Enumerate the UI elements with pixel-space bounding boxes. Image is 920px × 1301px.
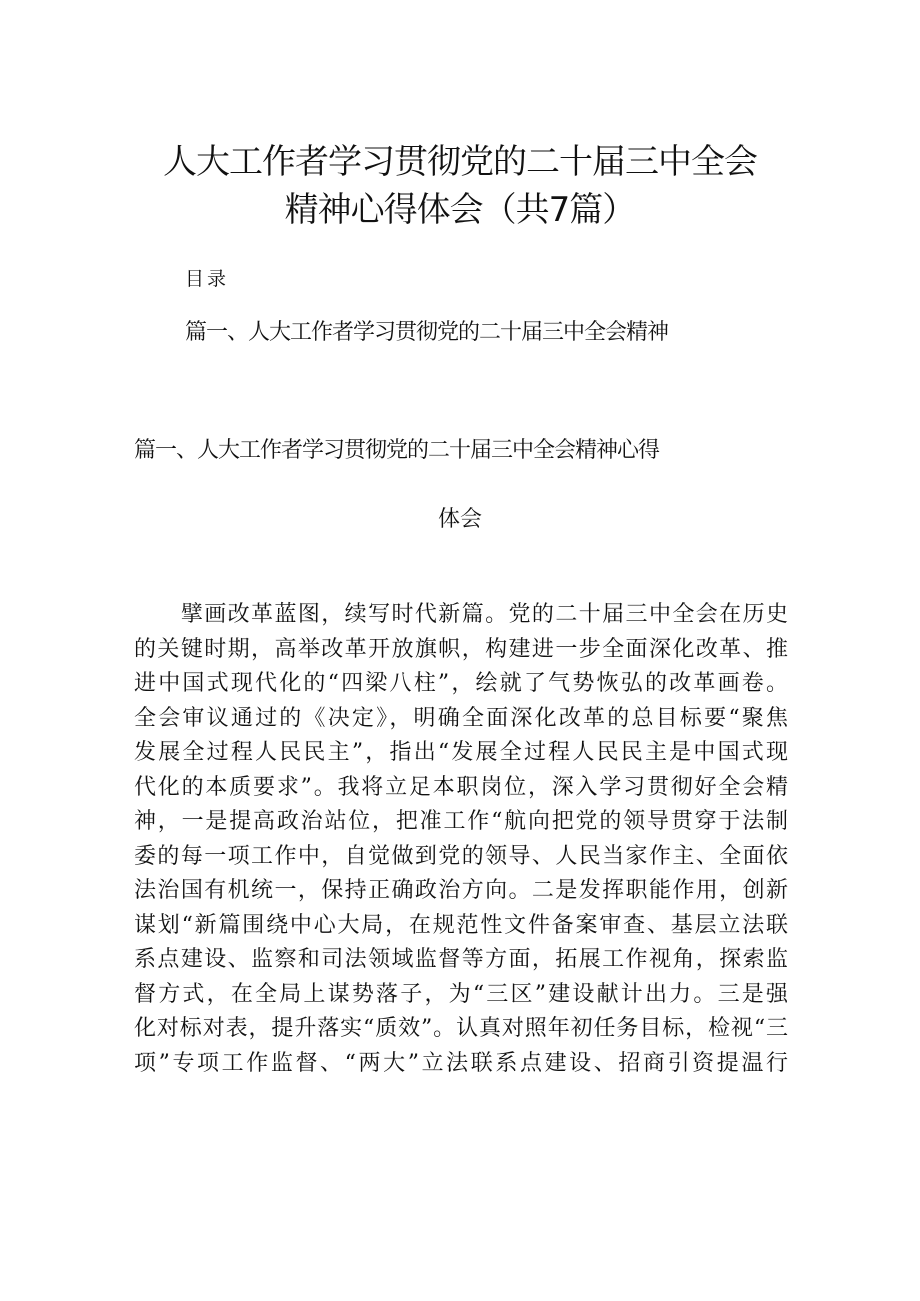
body-line: 谋划“新篇围绕中心大局，在规范性文件备案审查、基层立法联 [134, 912, 788, 938]
section-heading-line-1: 篇一、人大工作者学习贯彻党的二十届三中全会精神心得 [134, 438, 660, 463]
document-title-line-1: 人大工作者学习贯彻党的二十届三中全会 [163, 142, 757, 182]
body-line: 的关键时期，高举改革开放旗帜，构建进一步全面深化改革、推 [134, 636, 788, 662]
body-line: 发展全过程人民民主”，指出“发展全过程人民民主是中国式现 [134, 740, 788, 765]
body-line: 代化的本质要求”。我将立足本职岗位，深入学习贯彻好全会精 [134, 774, 788, 800]
body-line: 全会审议通过的《决定》，明确全面深化改革的总目标要“聚焦 [134, 705, 788, 731]
body-line: 化对标对表，提升落实“质效”。认真对照年初任务目标，检视“三 [134, 1016, 788, 1041]
document-title [0, 138, 920, 234]
body-line: 督方式，在全局上谋势落子，为“三区”建设献计出力。三是强 [134, 981, 788, 1007]
body-paragraph [134, 598, 788, 1081]
document-title-line-2: 精神心得体会（共7篇） [284, 190, 636, 230]
body-line: 擘画改革蓝图，续写时代新篇。党的二十届三中全会在历史 [134, 602, 788, 627]
body-line: 系点建设、监察和司法领域监督等方面，拓展工作视角，探索监 [134, 947, 788, 972]
body-line: 项”专项工作监督、“两大”立法联系点建设、招商引资提温行 [134, 1050, 788, 1076]
body-line: 神，一是提高政治站位，把准工作“航向把党的领导贯穿于法制 [134, 809, 788, 834]
toc-label: 目录 [185, 268, 230, 290]
body-line: 法治国有机统一，保持正确政治方向。二是发挥职能作用，创新 [134, 878, 788, 903]
body-line: 进中国式现代化的“四梁八柱”，绘就了气势恢弘的改革画卷。 [134, 671, 788, 696]
body-line: 委的每一项工作中，自觉做到党的领导、人民当家作主、全面依 [134, 843, 788, 869]
section-heading-line-2: 体会 [437, 507, 482, 532]
toc-entry[interactable]: 篇一、人大工作者学习贯彻党的二十届三中全会精神 [185, 320, 669, 345]
